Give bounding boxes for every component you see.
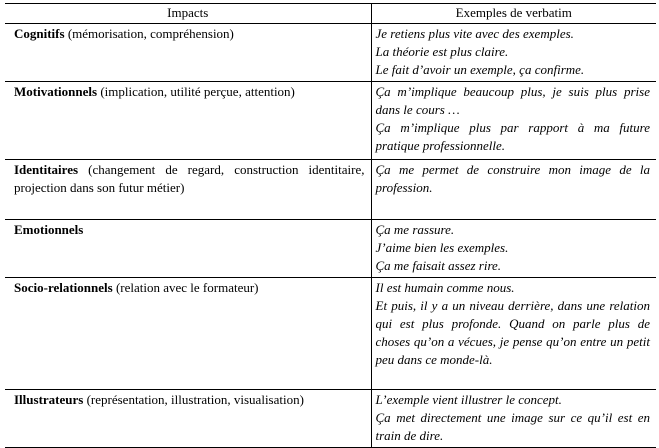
verbatim-line: Ça me rassure. [375, 222, 455, 237]
table-row [5, 160, 656, 220]
header-examples: Exemples de verbatim [371, 4, 656, 24]
impact-name: Illustrateurs [14, 392, 84, 407]
impact-cell [5, 278, 371, 390]
verbatim-table-container [5, 0, 656, 448]
table-row [5, 82, 656, 160]
verbatim-cell [371, 24, 656, 82]
impact-name: Socio-relationnels [14, 280, 113, 295]
impact-name: Cognitifs [14, 26, 65, 41]
verbatim-line: Je retiens plus vite avec des exemples. [375, 26, 574, 41]
impacts-verbatim-table [5, 3, 656, 448]
verbatim-line: Il est humain comme nous. [375, 280, 515, 295]
impact-detail: (changement de regard, construction identitaire, projection dans son futur métier) [14, 162, 365, 195]
verbatim-line: J’aime bien les exemples. [375, 240, 509, 255]
impact-detail: (représentation, illustration, visualisation) [83, 392, 304, 407]
verbatim-cell [371, 220, 656, 278]
table-row [5, 278, 656, 390]
impact-name: Identitaires [14, 162, 79, 177]
verbatim-cell [371, 160, 656, 220]
impact-cell [5, 24, 371, 82]
verbatim-cell [371, 390, 656, 448]
verbatim-line: Ça m’implique plus par rapport à ma future pratique professionnelle. [375, 120, 650, 153]
table-row [5, 24, 656, 82]
impact-detail: (implication, utilité perçue, attention) [97, 84, 295, 99]
header-impacts: Impacts [5, 4, 371, 24]
impact-cell [5, 160, 371, 220]
verbatim-line: Et puis, il y a un niveau derrière, dans une relation qui est plus profonde. Quand on parle plus de choses qu’on a vécues, je pense qu’on entre un petit peu dans ce monde-là. [375, 298, 650, 367]
verbatim-line: Ça m’implique beaucoup plus, je suis plus prise dans le cours … [375, 84, 650, 117]
impact-cell [5, 390, 371, 448]
verbatim-line: Ça me faisait assez rire. [375, 258, 502, 273]
impact-name: Emotionnels [14, 222, 84, 237]
table-row [5, 390, 656, 448]
verbatim-cell [371, 278, 656, 390]
impact-detail: (mémorisation, compréhension) [64, 26, 234, 41]
verbatim-line: L’exemple vient illustrer le concept. [375, 392, 562, 407]
verbatim-cell [371, 82, 656, 160]
impact-cell [5, 82, 371, 160]
verbatim-line: Ça me permet de construire mon image de la profession. [375, 162, 650, 195]
impact-cell [5, 220, 371, 278]
impact-name: Motivationnels [14, 84, 98, 99]
verbatim-line: Le fait d’avoir un exemple, ça confirme. [375, 62, 585, 77]
verbatim-line: La théorie est plus claire. [375, 44, 509, 59]
verbatim-line: Ça met directement une image sur ce qu’il est en train de dire. [375, 410, 650, 443]
impact-detail: (relation avec le formateur) [112, 280, 259, 295]
table-row [5, 220, 656, 278]
table-header-row [5, 4, 656, 24]
